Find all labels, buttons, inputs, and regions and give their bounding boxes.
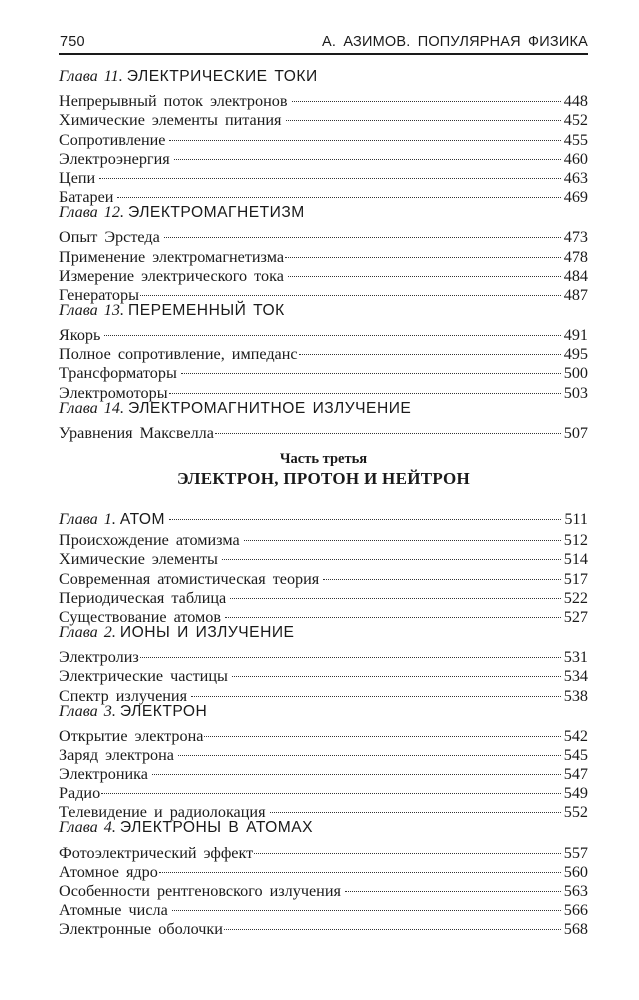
entry-title: Спектр излучения: [59, 686, 188, 705]
dot-leader: [288, 262, 561, 281]
dot-leader: [169, 505, 561, 524]
chapter-label: Глава 4.: [59, 818, 116, 837]
entry-page: 491: [563, 326, 588, 345]
dot-leader: [181, 359, 561, 378]
part-label: Часть третья: [279, 451, 368, 467]
entry-page: 455: [563, 130, 588, 149]
entry-title: Периодическая таблица: [59, 588, 227, 607]
chapter-heading: [59, 817, 588, 838]
running-title: А. АЗИМОВ. ПОПУЛЯРНАЯ ФИЗИКА: [322, 34, 588, 50]
toc-entry[interactable]: [59, 779, 588, 803]
entry-page: 552: [563, 803, 588, 822]
chapter-label: Глава 3.: [59, 701, 116, 720]
dot-leader: [270, 798, 561, 817]
dot-leader: [159, 858, 561, 877]
entry-title: Электронные оболочки: [59, 920, 223, 939]
toc-entry[interactable]: [59, 164, 588, 187]
toc-entry[interactable]: [59, 419, 588, 442]
dot-leader: [224, 915, 561, 934]
chapter-heading: [59, 300, 588, 321]
dot-leader: [164, 223, 561, 242]
entry-title: Электроника: [59, 765, 148, 784]
chapter-heading: [59, 66, 588, 87]
entry-title: Электролиз: [59, 648, 139, 667]
dot-leader: [191, 681, 561, 700]
entry-page: 568: [563, 920, 588, 939]
chapter-title: ИОНЫ И ИЗЛУЧЕНИЕ: [119, 623, 295, 641]
entry-page: 560: [563, 862, 588, 881]
chapter-title: ЭЛЕКТРОНЫ В АТОМАХ: [119, 819, 314, 837]
entry-page: 495: [563, 345, 588, 364]
toc-entry[interactable]: [59, 838, 588, 862]
entry-title: Электромоторы: [59, 383, 168, 402]
toc-entry[interactable]: [59, 321, 588, 345]
part-title: ЭЛЕКТРОН, ПРОТОН И НЕЙТРОН: [176, 469, 471, 488]
entry-title: Батареи: [59, 188, 114, 207]
dot-leader: [323, 564, 560, 583]
entry-page: 460: [563, 149, 588, 168]
chapter-heading: [59, 701, 588, 722]
chapter-title: ПЕРЕМЕННЫЙ ТОК: [128, 301, 285, 319]
chapter-title: ЭЛЕКТРОМАГНЕТИЗМ: [128, 204, 305, 222]
dot-leader: [169, 125, 560, 144]
toc-entry[interactable]: [59, 722, 588, 745]
entry-title: Радио: [59, 784, 101, 803]
dot-leader: [104, 321, 560, 340]
dot-leader: [244, 526, 561, 545]
entry-title: Цепи: [59, 168, 96, 187]
entry-page: 448: [563, 92, 588, 111]
entry-page: 484: [563, 266, 588, 285]
dot-leader: [230, 584, 560, 603]
toc-part3: [59, 505, 588, 939]
entry-page: 512: [563, 531, 588, 550]
entry-page: 566: [563, 901, 588, 920]
chapter-label: Глава 12.: [59, 203, 124, 222]
dot-leader: [101, 779, 561, 798]
dot-leader: [225, 603, 561, 622]
entry-page: 534: [563, 667, 588, 686]
entry-title: Открытие электрона: [59, 726, 204, 745]
entry-page: 463: [563, 168, 588, 187]
dot-leader: [285, 242, 561, 261]
header-rule: [59, 53, 588, 55]
chapter-label: Глава 11.: [59, 67, 123, 85]
dot-leader: [299, 340, 561, 359]
toc-entry[interactable]: [59, 340, 588, 364]
chapter-title: ЭЛЕКТРОМАГНИТНОЕ ИЗЛУЧЕНИЕ: [128, 399, 412, 417]
entry-page: 478: [563, 247, 588, 266]
dot-leader: [345, 877, 561, 896]
dot-leader: [222, 545, 561, 564]
entry-title: Химические элементы: [59, 550, 218, 569]
entry-title: Якорь: [59, 326, 101, 345]
chapter-title: ЭЛЕКТРОН: [119, 702, 208, 720]
entry-page: 452: [563, 111, 588, 130]
entry-page: 538: [563, 686, 588, 705]
entry-page: 517: [563, 569, 588, 588]
dot-leader: [152, 760, 561, 779]
chapter-heading[interactable]: [59, 505, 588, 529]
chapter-heading: [59, 622, 588, 643]
entry-page: 473: [563, 228, 588, 247]
chapter-label: Глава 2.: [59, 622, 116, 641]
entry-page: 563: [563, 882, 588, 900]
entry-title: Непрерывный поток электронов: [59, 92, 288, 111]
dot-leader: [286, 106, 561, 125]
dot-leader: [174, 145, 561, 164]
dot-leader: [140, 643, 561, 662]
page-number: 750: [60, 34, 85, 50]
entry-page: 547: [563, 765, 588, 784]
dot-leader: [117, 183, 560, 202]
entry-title: Применение электромагнетизма: [59, 247, 285, 266]
entry-title: Телевидение и радиолокация: [59, 803, 266, 822]
chapter-label: Глава 14.: [59, 398, 124, 417]
entry-title: Измерение электрического тока: [59, 266, 284, 285]
entry-title: Электрические частицы: [59, 667, 228, 686]
entry-title: Опыт Эрстеда: [59, 228, 160, 247]
entry-title: Генераторы: [59, 285, 139, 304]
entry-title: Особенности рентгеновского излучения: [59, 882, 341, 900]
toc-entry[interactable]: [59, 183, 588, 207]
entry-page: 527: [563, 607, 588, 626]
entry-title: Химические элементы питания: [59, 111, 282, 130]
entry-page: 507: [563, 423, 588, 442]
dot-leader: [178, 741, 561, 760]
entry-title: Атомное ядро: [59, 862, 158, 881]
entry-title: Современная атомистическая теория: [59, 569, 320, 588]
entry-title: Атомные числа: [59, 901, 168, 920]
dot-leader: [215, 419, 561, 438]
dot-leader: [292, 87, 561, 106]
entry-page: 469: [563, 188, 588, 207]
chapter-label: Глава 13.: [59, 300, 124, 319]
dot-leader: [254, 838, 561, 857]
toc-entry[interactable]: [59, 643, 588, 667]
entry-page: 500: [563, 364, 588, 383]
entry-title: Сопротивление: [59, 130, 166, 149]
entry-page: 557: [563, 843, 588, 862]
dot-leader: [204, 722, 560, 741]
chapter-heading: [59, 202, 588, 223]
entry-title: Трансформаторы: [59, 364, 177, 383]
chapter-title: ЭЛЕКТРИЧЕСКИЕ ТОКИ: [126, 68, 318, 85]
entry-page: 531: [563, 648, 588, 667]
chapter-leader-wrap: [165, 505, 588, 529]
entry-page: 522: [563, 588, 588, 607]
dot-leader: [169, 378, 561, 397]
part-heading: [59, 450, 588, 490]
dot-leader: [232, 662, 561, 681]
entry-page: 549: [563, 784, 588, 803]
entry-page: 503: [563, 383, 588, 402]
entry-title: Полное сопротивление, импеданс: [59, 345, 298, 364]
entry-title: Фотоэлектрический эффект: [59, 843, 254, 862]
chapter-heading: [59, 398, 588, 419]
entry-title: Заряд электрона: [59, 745, 174, 764]
dot-leader: [99, 164, 561, 183]
running-head: [59, 33, 588, 53]
entry-title: Существование атомов: [59, 607, 221, 626]
chapter-title: АТОМ: [119, 511, 166, 529]
entry-page: 545: [563, 745, 588, 764]
chapter-label: Глава 1.: [59, 510, 116, 529]
toc-entry[interactable]: [59, 223, 588, 247]
entry-title: Электроэнергия: [59, 149, 170, 168]
entry-page: 487: [563, 285, 588, 304]
chapter-page: 511: [564, 510, 588, 529]
dot-leader: [172, 896, 561, 915]
entry-title: Происхождение атомизма: [59, 531, 240, 550]
toc-entry[interactable]: [59, 87, 588, 111]
entry-page: 514: [563, 550, 588, 569]
dot-leader: [140, 281, 561, 300]
entry-title: Уравнения Максвелла: [59, 423, 214, 442]
entry-page: 542: [563, 726, 588, 745]
toc-entry[interactable]: [59, 798, 588, 822]
toc-part2-continued: [59, 66, 588, 442]
